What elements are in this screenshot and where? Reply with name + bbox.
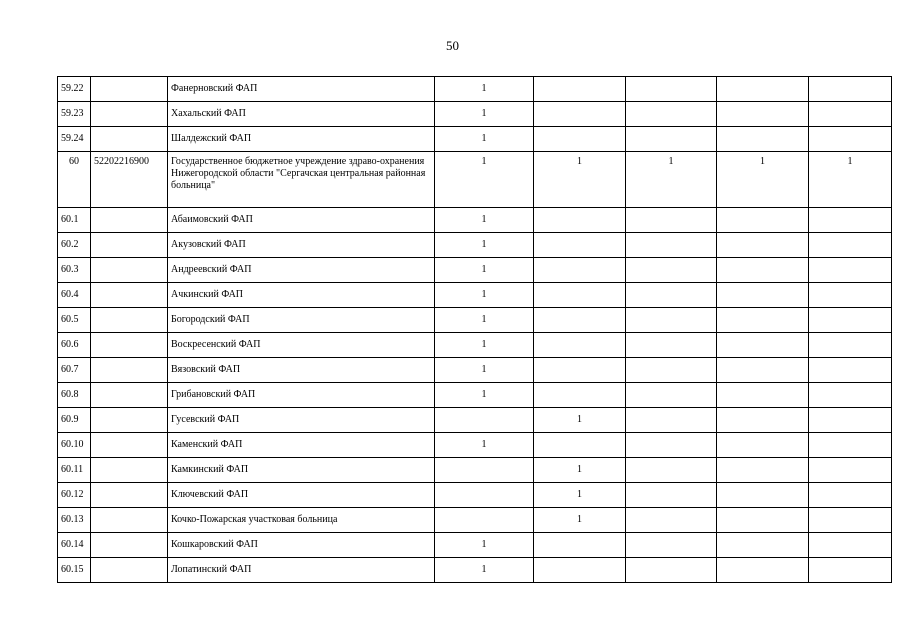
row-value-5-cell: 1 [809, 152, 892, 208]
row-value-1-cell: 1 [435, 283, 534, 308]
table-row [58, 458, 892, 483]
row-value-3-cell [626, 283, 717, 308]
row-code-cell [91, 77, 168, 102]
table-row [58, 383, 892, 408]
row-value-3-cell [626, 127, 717, 152]
row-name-cell: Гусевский ФАП [168, 408, 435, 433]
table-row [58, 208, 892, 233]
table-row [58, 77, 892, 102]
table-row [58, 283, 892, 308]
row-code-cell: 52202216900 [91, 152, 168, 208]
row-name-cell: Ключевский ФАП [168, 483, 435, 508]
row-value-5-cell [809, 77, 892, 102]
facilities-table [57, 76, 892, 583]
row-value-5-cell [809, 533, 892, 558]
row-value-2-cell: 1 [534, 152, 626, 208]
row-value-4-cell [717, 408, 809, 433]
row-value-1-cell [435, 408, 534, 433]
row-value-5-cell [809, 408, 892, 433]
row-value-2-cell [534, 558, 626, 583]
row-name-cell: Кочко-Пожарская участковая больница [168, 508, 435, 533]
row-number-cell: 60 [58, 152, 91, 208]
row-value-3-cell [626, 433, 717, 458]
row-name-cell: Абаимовский ФАП [168, 208, 435, 233]
row-value-4-cell [717, 533, 809, 558]
row-code-cell [91, 483, 168, 508]
row-value-4-cell [717, 77, 809, 102]
row-value-2-cell [534, 433, 626, 458]
row-name-cell: Андреевский ФАП [168, 258, 435, 283]
row-value-3-cell [626, 233, 717, 258]
row-value-5-cell [809, 308, 892, 333]
row-number-cell: 59.24 [58, 127, 91, 152]
row-code-cell [91, 258, 168, 283]
row-code-cell [91, 408, 168, 433]
row-value-3-cell [626, 308, 717, 333]
row-value-2-cell [534, 358, 626, 383]
row-value-4-cell [717, 483, 809, 508]
row-value-3-cell [626, 483, 717, 508]
row-value-1-cell: 1 [435, 258, 534, 283]
row-value-2-cell [534, 258, 626, 283]
row-value-5-cell [809, 558, 892, 583]
row-value-4-cell: 1 [717, 152, 809, 208]
row-value-5-cell [809, 127, 892, 152]
table-row [58, 433, 892, 458]
row-code-cell [91, 233, 168, 258]
row-value-4-cell [717, 233, 809, 258]
row-value-1-cell [435, 483, 534, 508]
row-name-cell: Акузовский ФАП [168, 233, 435, 258]
row-value-1-cell: 1 [435, 308, 534, 333]
page-number: 50 [446, 38, 459, 53]
table-row [58, 508, 892, 533]
row-value-1-cell: 1 [435, 383, 534, 408]
table-row [58, 102, 892, 127]
table-row [58, 558, 892, 583]
row-number-cell: 60.9 [58, 408, 91, 433]
row-number-cell: 60.2 [58, 233, 91, 258]
table-row [58, 233, 892, 258]
row-value-2-cell [534, 102, 626, 127]
row-code-cell [91, 208, 168, 233]
row-value-5-cell [809, 458, 892, 483]
row-name-cell: Кошкаровский ФАП [168, 533, 435, 558]
row-value-4-cell [717, 558, 809, 583]
row-value-5-cell [809, 358, 892, 383]
row-value-5-cell [809, 258, 892, 283]
row-value-5-cell [809, 283, 892, 308]
row-name-cell: Хахальский ФАП [168, 102, 435, 127]
row-value-1-cell: 1 [435, 533, 534, 558]
row-code-cell [91, 383, 168, 408]
table-row [58, 333, 892, 358]
row-number-cell: 60.10 [58, 433, 91, 458]
row-value-3-cell: 1 [626, 152, 717, 208]
row-code-cell [91, 458, 168, 483]
row-value-3-cell [626, 408, 717, 433]
row-value-2-cell [534, 233, 626, 258]
row-name-cell: Вязовский ФАП [168, 358, 435, 383]
table-row [58, 308, 892, 333]
row-number-cell: 60.13 [58, 508, 91, 533]
row-number-cell: 60.3 [58, 258, 91, 283]
row-name-cell: Воскресенский ФАП [168, 333, 435, 358]
row-code-cell [91, 283, 168, 308]
table-row [58, 152, 892, 208]
row-value-2-cell: 1 [534, 408, 626, 433]
row-value-2-cell [534, 208, 626, 233]
row-value-2-cell [534, 383, 626, 408]
row-value-1-cell: 1 [435, 233, 534, 258]
row-value-1-cell: 1 [435, 333, 534, 358]
row-value-5-cell [809, 208, 892, 233]
row-value-5-cell [809, 333, 892, 358]
row-value-1-cell: 1 [435, 433, 534, 458]
row-value-2-cell [534, 533, 626, 558]
row-value-2-cell [534, 333, 626, 358]
row-value-2-cell [534, 77, 626, 102]
row-value-3-cell [626, 458, 717, 483]
row-value-3-cell [626, 558, 717, 583]
row-name-cell: Богородский ФАП [168, 308, 435, 333]
row-name-cell: Фанерновский ФАП [168, 77, 435, 102]
row-value-5-cell [809, 383, 892, 408]
row-value-3-cell [626, 258, 717, 283]
row-value-4-cell [717, 283, 809, 308]
row-value-4-cell [717, 333, 809, 358]
row-value-1-cell: 1 [435, 358, 534, 383]
row-value-3-cell [626, 533, 717, 558]
row-code-cell [91, 102, 168, 127]
row-value-2-cell: 1 [534, 508, 626, 533]
row-code-cell [91, 508, 168, 533]
row-value-2-cell [534, 127, 626, 152]
row-number-cell: 60.5 [58, 308, 91, 333]
row-name-cell: Камкинский ФАП [168, 458, 435, 483]
row-value-5-cell [809, 483, 892, 508]
row-name-cell: Лопатинский ФАП [168, 558, 435, 583]
row-value-3-cell [626, 102, 717, 127]
row-value-1-cell: 1 [435, 77, 534, 102]
row-value-1-cell: 1 [435, 558, 534, 583]
row-name-cell: Каменский ФАП [168, 433, 435, 458]
row-value-4-cell [717, 383, 809, 408]
row-value-4-cell [717, 208, 809, 233]
row-number-cell: 60.12 [58, 483, 91, 508]
row-value-1-cell: 1 [435, 102, 534, 127]
row-value-1-cell [435, 508, 534, 533]
row-value-4-cell [717, 508, 809, 533]
row-code-cell [91, 533, 168, 558]
row-value-4-cell [717, 433, 809, 458]
row-number-cell: 60.6 [58, 333, 91, 358]
row-number-cell: 60.14 [58, 533, 91, 558]
row-number-cell: 60.1 [58, 208, 91, 233]
row-value-5-cell [809, 508, 892, 533]
row-value-3-cell [626, 208, 717, 233]
table-row [58, 127, 892, 152]
row-number-cell: 60.7 [58, 358, 91, 383]
row-code-cell [91, 127, 168, 152]
row-code-cell [91, 308, 168, 333]
row-value-3-cell [626, 383, 717, 408]
row-value-1-cell: 1 [435, 208, 534, 233]
row-value-4-cell [717, 127, 809, 152]
row-value-4-cell [717, 308, 809, 333]
row-value-5-cell [809, 102, 892, 127]
row-value-1-cell [435, 458, 534, 483]
row-value-3-cell [626, 77, 717, 102]
row-number-cell: 60.15 [58, 558, 91, 583]
row-value-1-cell: 1 [435, 127, 534, 152]
row-value-4-cell [717, 358, 809, 383]
row-value-1-cell: 1 [435, 152, 534, 208]
table-row [58, 358, 892, 383]
row-number-cell: 59.23 [58, 102, 91, 127]
table-row [58, 483, 892, 508]
row-value-2-cell: 1 [534, 483, 626, 508]
row-number-cell: 60.11 [58, 458, 91, 483]
row-value-2-cell: 1 [534, 458, 626, 483]
table-row [58, 533, 892, 558]
row-code-cell [91, 333, 168, 358]
row-code-cell [91, 433, 168, 458]
row-code-cell [91, 558, 168, 583]
row-value-5-cell [809, 233, 892, 258]
table-row [58, 408, 892, 433]
row-value-3-cell [626, 508, 717, 533]
row-number-cell: 60.8 [58, 383, 91, 408]
row-value-3-cell [626, 333, 717, 358]
row-name-cell: Ачкинский ФАП [168, 283, 435, 308]
row-value-4-cell [717, 102, 809, 127]
row-value-2-cell [534, 308, 626, 333]
row-number-cell: 60.4 [58, 283, 91, 308]
row-code-cell [91, 358, 168, 383]
row-value-3-cell [626, 358, 717, 383]
row-value-5-cell [809, 433, 892, 458]
row-value-4-cell [717, 258, 809, 283]
row-value-4-cell [717, 458, 809, 483]
row-name-cell: Государственное бюджетное учреждение здраво-охранения Нижегородской области "Сергачская центральная районная больница" [168, 152, 435, 208]
row-number-cell: 59.22 [58, 77, 91, 102]
row-name-cell: Грибановский ФАП [168, 383, 435, 408]
row-value-2-cell [534, 283, 626, 308]
table-row [58, 258, 892, 283]
row-name-cell: Шалдежский ФАП [168, 127, 435, 152]
